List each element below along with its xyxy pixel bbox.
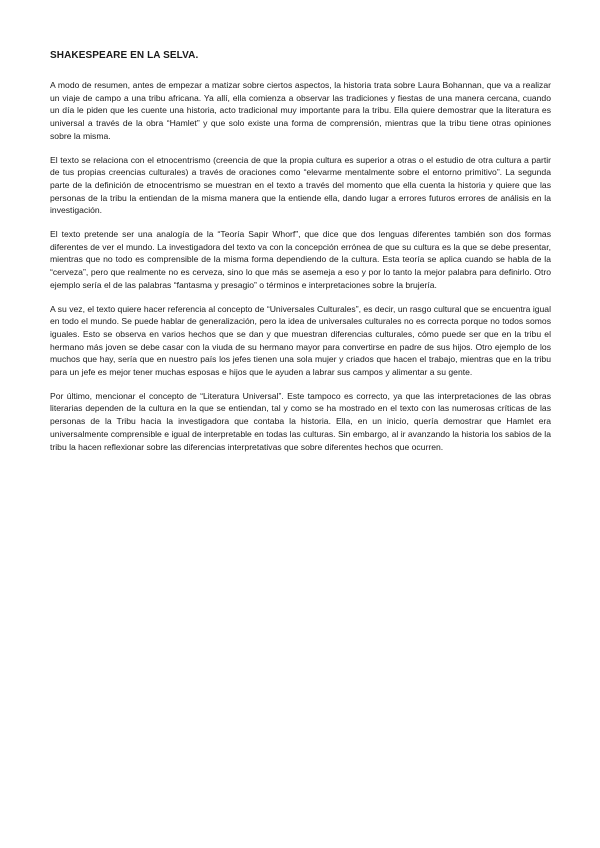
paragraph-summary: A modo de resumen, antes de empezar a matizar sobre ciertos aspectos, la historia trata sobre Laura Bohannan, que va a realizar un viaje de campo a una tribu africana. Ya allí, ella comienza a observar las tradiciones y fiestas de una manera cercana, cuando un día le piden que les cuente una historia, acto tradicional muy importante para la tribu. Ella quiere demostrar que la literatura es universal a través de la obra “Hamlet” y que solo existe una forma de comprensión, mientras que la tribu tiene otras opiniones sobre la misma.: [50, 80, 551, 141]
paragraph-ethnocentrism: El texto se relaciona con el etnocentrismo (creencia de que la propia cultura es superior a otras o el estudio de otra cultura a partir de tus propias creencias culturales) a través de oraciones como “elevarme mentalmente sobre el entorno primitivo”. La segunda parte de la definición de etnocentrismo se muestran en el texto a través del momento que ella cuenta la historia y quiere que las personas de la tribu la entiendan de la misma manera que la entiende ella, dando lugar a errores futuros errores de análisis en la investigación.: [50, 154, 551, 216]
document-title: SHAKESPEARE EN LA SELVA.: [50, 50, 199, 61]
paragraph-cultural-universals: A su vez, el texto quiere hacer referencia al concepto de “Universales Culturales”, es decir, un rasgo cultural que se encuentra igual en todo el mundo. Se puede hablar de generalización, pero la idea de universales culturales no es correcta porque no todos somos iguales. Esto se observa en varios hechos que se dan y que muestran diferencias culturales, cómo puede ser que en la tribu el hermano más joven se debe casar con la viuda de su hermano mayor para convertirse en padre de sus hijos. Otro ejemplo de los muchos que hay, sería que en nuestro país los jefes tienen una sola mujer y criados que hacen el trabajo, mientras que en la tribu para un jefe es mejor tener muchas esposas e hijos que le ayuden a labrar sus campos y alimentar a su gente.: [50, 303, 551, 378]
paragraph-sapir-whorf: El texto pretende ser una analogía de la “Teoría Sapir Whorf”, que dice que dos lenguas diferentes también son dos formas diferentes de ver el mundo. La investigadora del texto va con la concepción errónea de que su cultura es la que se debe presentar, mientras que no todo es comprensible de la misma forma dependiendo de la cultura. Esta teoría se aplica cuando se habla de la “cerveza”, pero que realmente no es cerveza, sino lo que más se asemeja a eso y por lo tanto la mejor palabra para definirlo. Otro ejemplo sería el de las palabras “fantasma y presagio” o términos e interpretaciones sobre la brujería.: [50, 229, 551, 290]
document-page: [50, 50, 551, 464]
paragraph-universal-literature: Por último, mencionar el concepto de “Literatura Universal”. Este tampoco es correcto, ya que las interpretaciones de las obras literarias dependen de la cultura en la que se entiendan, tal y como se ha mostrado en el texto con las numerosas críticas de las personas de la Tribu hacia la investigadora que contaba la historia. Ella, en un inicio, quería demostrar que Hamlet era universalmente comprensible e igual de interpretable en todas las culturas. Sin embargo, al ir avanzando la historia los sabios de la tribu la hacen reflexionar sobre las diferencias interpretativas que sobre diferentes hechos que ocurren.: [50, 390, 551, 452]
